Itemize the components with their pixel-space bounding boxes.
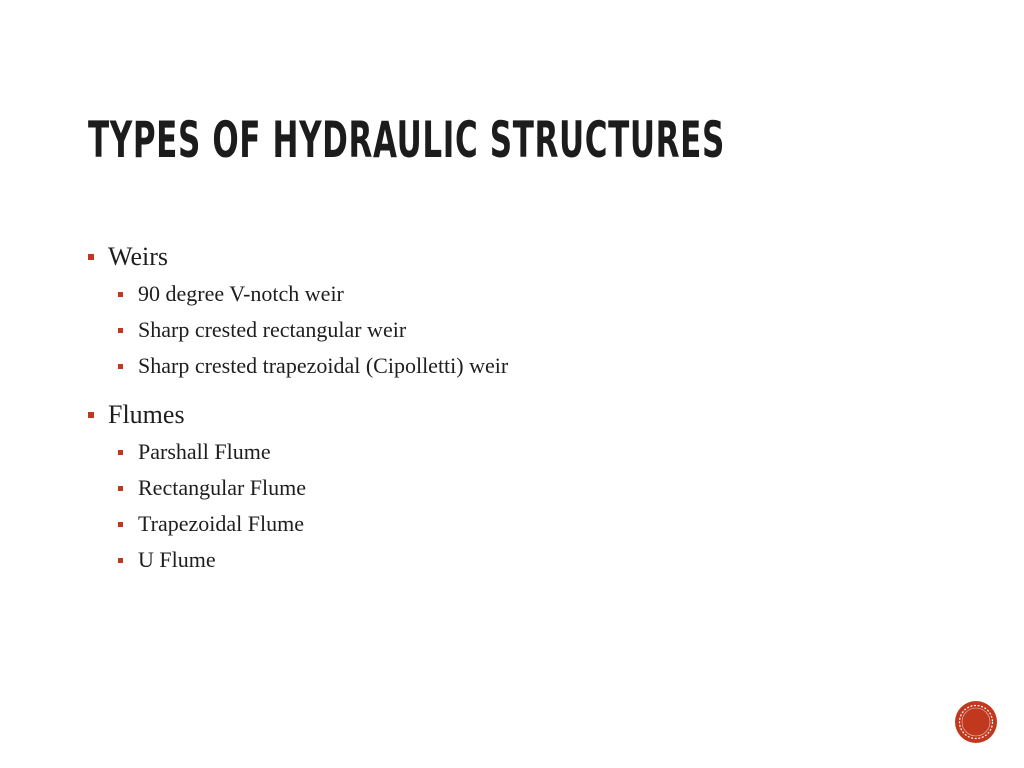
sub-list [88, 276, 928, 384]
square-bullet-icon [118, 522, 123, 527]
section-label: Flumes [108, 400, 185, 429]
item-label: Sharp crested trapezoidal (Cipolletti) weir [138, 353, 509, 378]
item-label: Parshall Flume [138, 439, 271, 464]
item-label: Rectangular Flume [138, 475, 307, 500]
square-bullet-icon [118, 364, 123, 369]
item-label: U Flume [138, 547, 216, 572]
list-item [88, 506, 928, 542]
item-label: Trapezoidal Flume [138, 511, 304, 536]
list-item [88, 312, 928, 348]
list-item [88, 240, 928, 274]
square-bullet-icon [118, 328, 123, 333]
section-flumes [88, 398, 928, 578]
list-item [88, 434, 928, 470]
square-bullet-icon [118, 292, 123, 297]
slide-title: TYPES OF HYDRAULIC STRUCTURES [88, 111, 725, 169]
square-bullet-icon [88, 254, 94, 260]
square-bullet-icon [118, 558, 123, 563]
slide-content [88, 240, 928, 592]
bullet-list [88, 240, 928, 578]
item-label: 90 degree V-notch weir [138, 281, 344, 306]
circle-emblem-icon [954, 700, 998, 744]
section-label: Weirs [108, 242, 168, 271]
square-bullet-icon [118, 450, 123, 455]
item-label: Sharp crested rectangular weir [138, 317, 407, 342]
section-weirs [88, 240, 928, 384]
square-bullet-icon [88, 412, 94, 418]
list-item [88, 348, 928, 384]
list-item [88, 276, 928, 312]
sub-list [88, 434, 928, 578]
list-item [88, 542, 928, 578]
list-item [88, 398, 928, 432]
list-item [88, 470, 928, 506]
square-bullet-icon [118, 486, 123, 491]
